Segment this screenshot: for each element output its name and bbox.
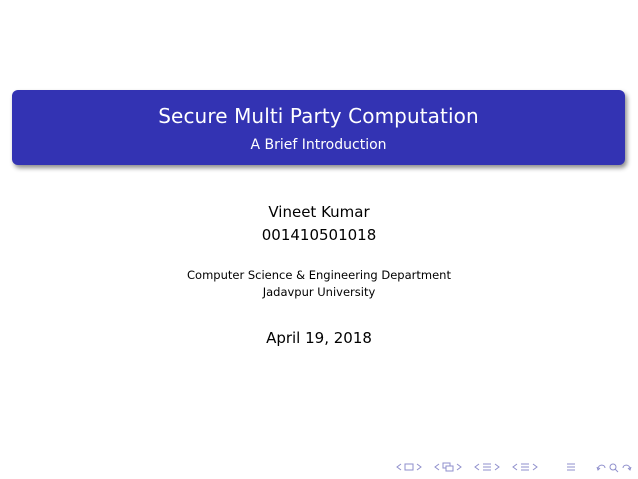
nav-presentation-icon[interactable] bbox=[520, 460, 530, 474]
university-name: Jadavpur University bbox=[262, 285, 376, 299]
department-name: Computer Science & Engineering Department bbox=[187, 268, 451, 282]
nav-section-right-icon[interactable] bbox=[494, 460, 500, 474]
title-block bbox=[12, 90, 625, 165]
nav-subsection-left-icon[interactable] bbox=[434, 460, 440, 474]
nav-section-icon[interactable] bbox=[482, 460, 492, 474]
beamer-navigation-bar bbox=[396, 460, 636, 474]
author-block bbox=[0, 201, 638, 247]
presentation-date: April 19, 2018 bbox=[266, 329, 372, 347]
nav-frame-icon[interactable] bbox=[404, 460, 414, 474]
slide-title: Secure Multi Party Computation bbox=[158, 104, 479, 128]
institute-block bbox=[0, 267, 638, 301]
nav-frame-right-icon[interactable] bbox=[416, 460, 422, 474]
nav-presentation-right-icon[interactable] bbox=[532, 460, 538, 474]
nav-subsection-right-icon[interactable] bbox=[456, 460, 462, 474]
nav-presentation-left-icon[interactable] bbox=[512, 460, 518, 474]
author-id: 001410501018 bbox=[261, 226, 377, 244]
nav-section-left-icon[interactable] bbox=[474, 460, 480, 474]
nav-subsection-icon[interactable] bbox=[442, 460, 454, 474]
nav-back-forward-search-icon[interactable] bbox=[596, 460, 632, 474]
author-name: Vineet Kumar bbox=[268, 203, 370, 221]
nav-frame-left-icon[interactable] bbox=[396, 460, 402, 474]
nav-align-icon[interactable] bbox=[566, 460, 576, 474]
slide-subtitle: A Brief Introduction bbox=[250, 137, 387, 153]
